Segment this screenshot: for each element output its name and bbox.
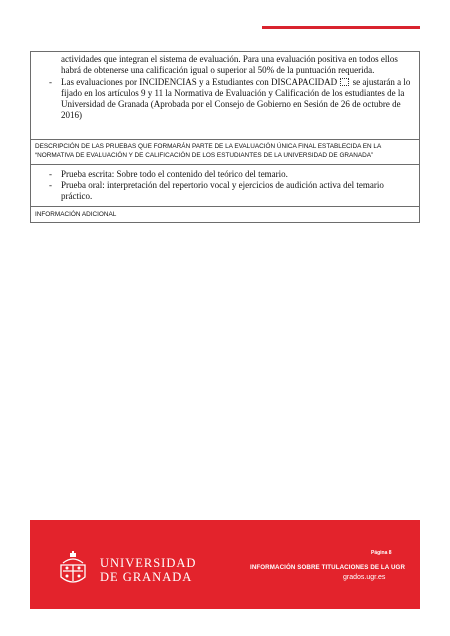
list-item: Prueba escrita: Sobre todo el contenido del teórico del temario. [61, 169, 288, 179]
body-text: se ajustarán a lo [352, 77, 411, 87]
section-heading: DESCRIPCIÓN DE LAS PRUEBAS QUE FORMARÁN PARTE DE LA EVALUACIÓN ÚNICA FINAL ESTABLECIDA EN LA [35, 143, 382, 150]
footer-url-link[interactable]: grados.ugr.es [343, 574, 386, 581]
body-text: Las evaluaciones por INCIDENCIAS y a Estudiantes con DISCAPACIDAD [61, 77, 338, 87]
section-heading: “NORMATIVA DE EVALUACIÓN Y DE CALIFICACIÓN DE LOS ESTUDIANTES DE LA UNIVERSIDAD DE GRANADA” [35, 152, 374, 159]
footer-info-title: INFORMACIÓN SOBRE TITULACIONES DE LA UGR [250, 564, 406, 571]
university-name-line1: UNIVERSIDAD [100, 556, 197, 570]
page-number: Página 8 [371, 550, 392, 556]
bullet-dash: - [49, 169, 52, 179]
bullet-dash: - [49, 77, 52, 87]
single-evaluation-heading-box [30, 139, 420, 164]
list-item: Prueba oral: interpretación del repertorio vocal y ejercicios de audición activa del temario [61, 180, 384, 190]
tests-list-box [30, 164, 420, 206]
additional-info-box [30, 206, 420, 223]
evaluation-text-box [30, 51, 420, 139]
footer-banner [30, 520, 420, 609]
body-line: actividades que integran el sistema de evaluación. Para una evaluación positiva en todos ellos [61, 54, 398, 64]
university-name-line2: DE GRANADA [100, 570, 193, 584]
placeholder-box-icon [340, 78, 349, 86]
body-line: 2016) [61, 110, 82, 120]
body-line: fijado en los artículos 9 y 11 la Normativa de Evaluación y Calificación de los estudiantes de la [61, 88, 405, 98]
body-line: habrá de obtenerse una calificación igual o superior al 50% de la puntuación requerida. [61, 65, 375, 75]
university-crest-icon [57, 551, 89, 589]
list-item-continuation: práctico. [61, 191, 93, 201]
body-line-bullet [61, 77, 410, 88]
bullet-dash: - [49, 180, 52, 190]
section-heading: INFORMACIÓN ADICIONAL [35, 211, 117, 218]
header-accent-rule [262, 26, 420, 29]
body-line: Universidad de Granada (Aprobada por el Consejo de Gobierno en Sesión de 26 de octubre de [61, 99, 401, 109]
